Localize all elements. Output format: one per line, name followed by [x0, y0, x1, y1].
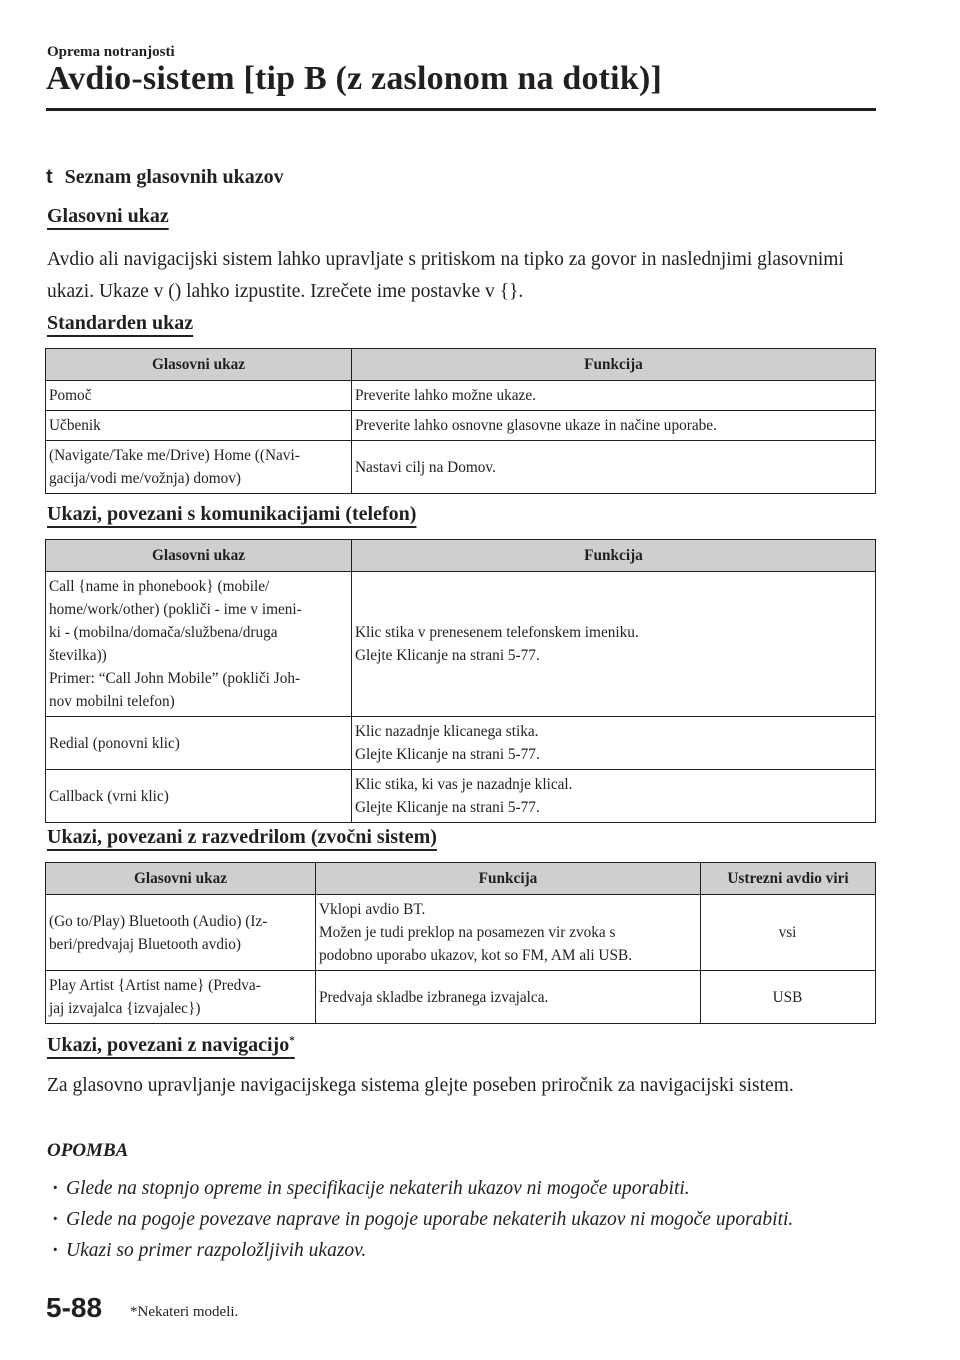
column-header: Glasovni ukaz	[46, 540, 352, 572]
audio-command-table	[45, 862, 876, 1024]
footnote: *Nekateri modeli.	[130, 1304, 239, 1320]
command-cell: Callback (vrni klic)	[46, 770, 352, 823]
function-cell: Preverite lahko osnovne glasovne ukaze in načine uporabe.	[352, 411, 876, 441]
phone-command-table	[45, 539, 876, 823]
table-header-row	[46, 863, 876, 895]
footnote-mark: *	[289, 1034, 295, 1047]
command-cell: Učbenik	[46, 411, 352, 441]
table-row	[46, 770, 876, 823]
sources-cell: vsi	[701, 895, 876, 971]
note-label: OPOMBA	[47, 1140, 129, 1161]
command-cell: Redial (ponovni klic)	[46, 717, 352, 770]
navigation-paragraph: Za glasovno upravljanje navigacijskega sistema glejte poseben priročnik za navigacijski sistem.	[47, 1075, 794, 1096]
column-header: Glasovni ukaz	[46, 349, 352, 381]
navigation-heading-text: Ukazi, povezani z navigacijo	[47, 1034, 290, 1056]
function-cell: Klic nazadnje klicanega stika. Glejte Klicanje na strani 5-77.	[352, 717, 876, 770]
audio-command-heading: Ukazi, povezani z razvedrilom (zvočni sistem)	[47, 826, 437, 848]
column-header: Funkcija	[352, 349, 876, 381]
table-row	[46, 381, 876, 411]
standard-command-table	[45, 348, 876, 494]
table-row	[46, 971, 876, 1024]
page-title: Avdio-sistem [tip B (z zaslonom na dotik)]	[46, 60, 662, 97]
table-header-row	[46, 349, 876, 381]
function-cell: Preverite lahko možne ukaze.	[352, 381, 876, 411]
column-header: Funkcija	[352, 540, 876, 572]
voice-command-paragraph: Avdio ali navigacijski sistem lahko upravljate s pritiskom na tipko za govor in naslednjimi glasovnimi ukazi. Ukaze v () lahko izpustite. Izrečete ime postavke v {}.	[47, 249, 844, 302]
function-cell: Klic stika v prenesenem telefonskem imeniku. Glejte Klicanje na strani 5-77.	[352, 572, 876, 717]
header-divider	[46, 108, 876, 111]
command-cell: (Go to/Play) Bluetooth (Audio) (Iz- beri/predvajaj Bluetooth avdio)	[46, 895, 316, 971]
column-header: Ustrezni avdio viri	[701, 863, 876, 895]
page-number: 5-88	[46, 1292, 103, 1323]
table-row	[46, 895, 876, 971]
command-cell: Call {name in phonebook} (mobile/ home/work/other) (pokliči - ime v imeni- ki - (mobilna/domača/službena/druga številka)) Primer: “Call John Mobile” (pokliči Joh- nov mobilni telefon)	[46, 572, 352, 717]
function-cell: Nastavi cilj na Domov.	[352, 441, 876, 494]
phone-command-heading: Ukazi, povezani s komunikacijami (telefon)	[47, 503, 417, 525]
section-heading-text: Seznam glasovnih ukazov	[64, 166, 284, 188]
function-cell: Vklopi avdio BT. Možen je tudi preklop na posamezen vir zvoka s podobno uporabo ukazov, kot so FM, AM ali USB.	[316, 895, 701, 971]
function-cell: Klic stika, ki vas je nazadnje klical. Glejte Klicanje na strani 5-77.	[352, 770, 876, 823]
column-header: Funkcija	[316, 863, 701, 895]
standard-command-heading: Standarden ukaz	[47, 312, 194, 334]
note-item: · Ukazi so primer razpoložljivih ukazov.	[47, 1235, 877, 1266]
table-header-row	[46, 540, 876, 572]
command-cell: Pomoč	[46, 381, 352, 411]
navigation-command-heading	[47, 1034, 295, 1057]
note-item: · Glede na pogoje povezave naprave in pogoje uporabe nekaterih ukazov ni mogoče uporabiti.	[47, 1204, 877, 1235]
note-list	[47, 1173, 877, 1266]
table-row	[46, 441, 876, 494]
sources-cell: USB	[701, 971, 876, 1024]
note-item: · Glede na stopnjo opreme in specifikacije nekaterih ukazov ni mogoče uporabiti.	[47, 1173, 877, 1204]
table-row	[46, 411, 876, 441]
table-row	[46, 572, 876, 717]
voice-command-heading: Glasovni ukaz	[47, 205, 169, 227]
section-heading	[46, 166, 284, 189]
command-cell: Play Artist {Artist name} (Predva- jaj izvajalca {izvajalec})	[46, 971, 316, 1024]
header-section-label: Oprema notranjosti	[47, 44, 175, 60]
function-cell: Predvaja skladbe izbranega izvajalca.	[316, 971, 701, 1024]
table-row	[46, 717, 876, 770]
column-header: Glasovni ukaz	[46, 863, 316, 895]
section-bullet-icon: t	[46, 166, 53, 188]
command-cell: (Navigate/Take me/Drive) Home ((Navi- gacija/vodi me/vožnja) domov)	[46, 441, 352, 494]
